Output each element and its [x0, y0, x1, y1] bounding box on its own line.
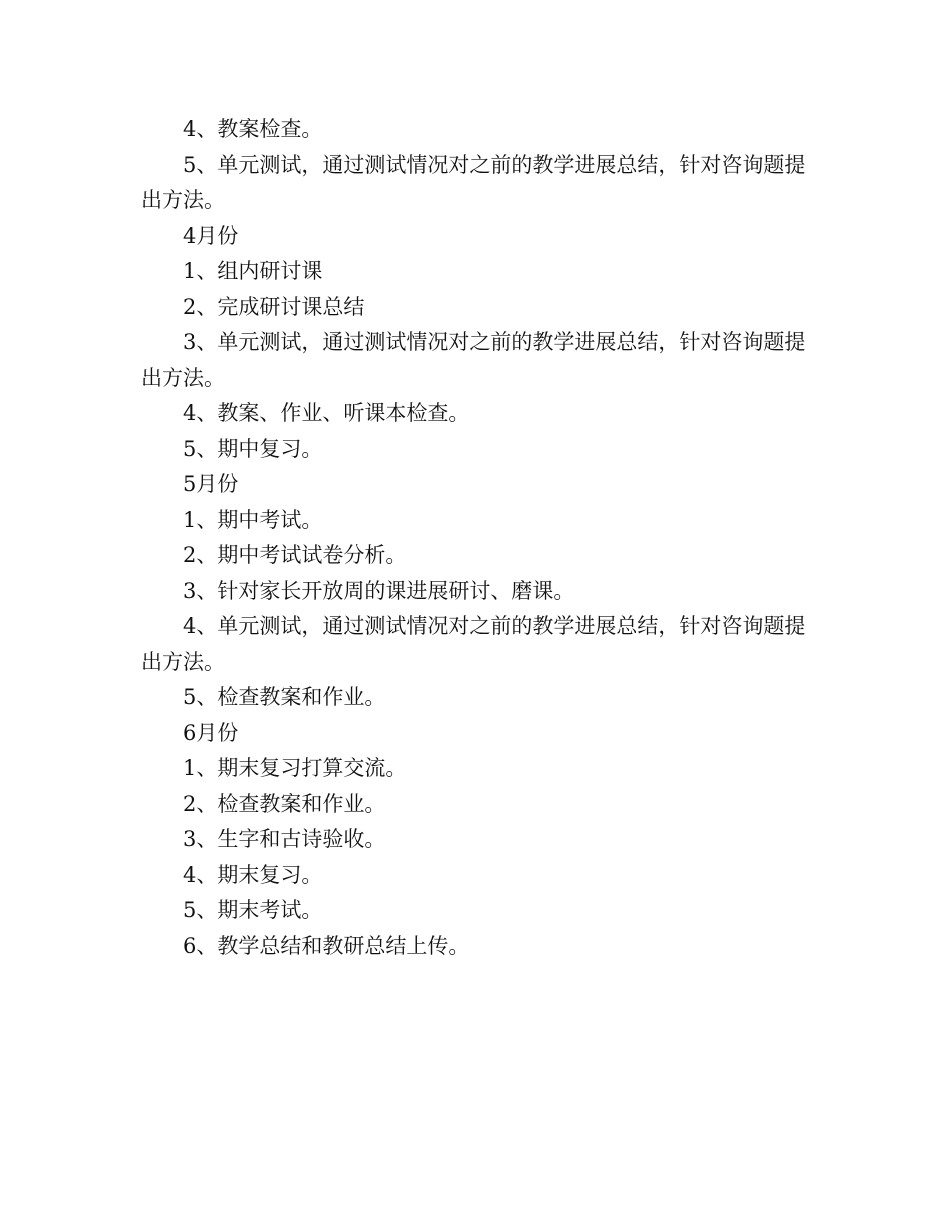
paragraph: 4、期末复习。	[183, 862, 323, 887]
paragraph: 1、期中考试。	[183, 507, 323, 532]
paragraph: 3、单元测试，通过测试情况对之前的教学进展总结，针对咨询题提出方法。	[141, 330, 806, 390]
paragraph: 2、检查教案和作业。	[183, 791, 386, 816]
paragraph: 1、期末复习打算交流。	[183, 756, 407, 780]
paragraph: 1、组内研讨课	[183, 259, 323, 283]
paragraph: 2、完成研讨课总结	[183, 294, 365, 319]
paragraph: 4、教案检查。	[183, 117, 323, 141]
paragraph: 5、期末考试。	[183, 898, 323, 922]
document-body	[141, 112, 821, 964]
paragraph: 4、教案、作业、听课本检查。	[183, 401, 470, 425]
paragraph: 5、期中复习。	[183, 436, 323, 461]
section-heading-may: 5月份	[183, 472, 239, 496]
section-heading-april: 4月份	[183, 223, 239, 248]
paragraph: 6、教学总结和教研总结上传。	[183, 933, 470, 958]
paragraph: 5、检查教案和作业。	[183, 685, 386, 709]
section-heading-june: 6月份	[183, 720, 239, 745]
paragraph: 5、单元测试，通过测试情况对之前的教学进展总结，针对咨询题提出方法。	[141, 152, 806, 212]
paragraph: 3、生字和古诗验收。	[183, 827, 386, 851]
paragraph: 3、针对家长开放周的课进展研讨、磨课。	[183, 578, 575, 603]
paragraph: 2、期中考试试卷分析。	[183, 543, 407, 567]
paragraph: 4、单元测试，通过测试情况对之前的教学进展总结，针对咨询题提出方法。	[141, 614, 806, 674]
